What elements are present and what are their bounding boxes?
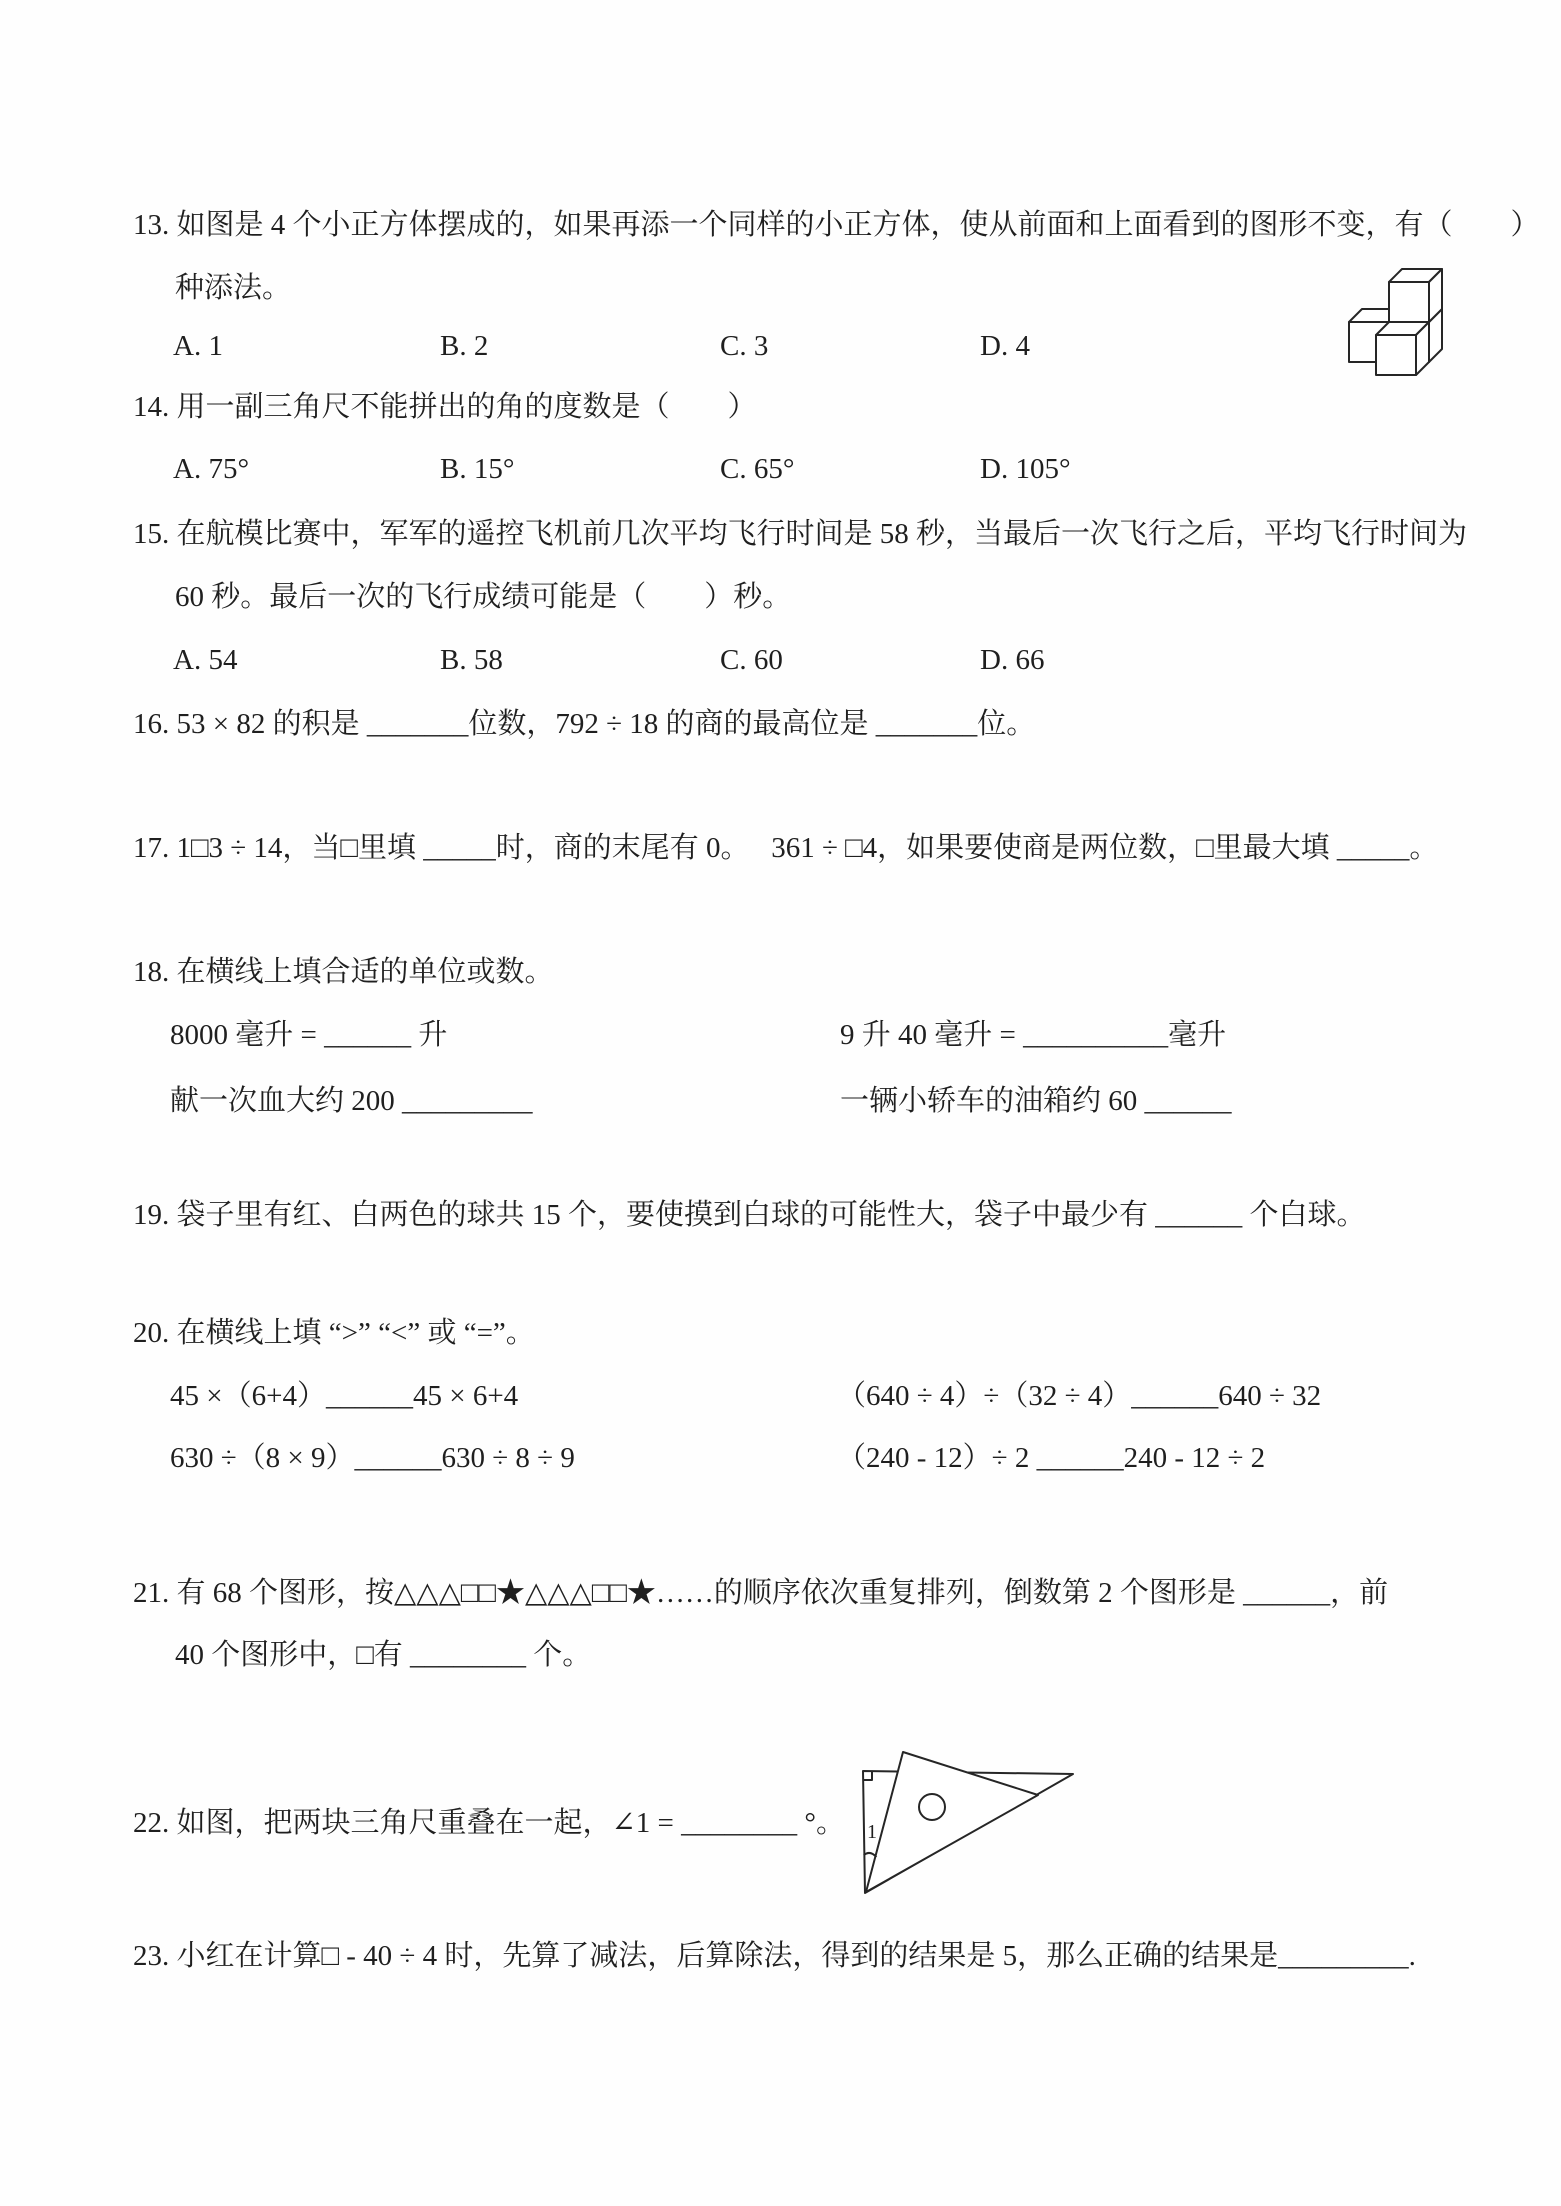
question-14-option-c: C. 65°	[720, 453, 795, 485]
question-22-line-1: 22. 如图，把两块三角尺重叠在一起，∠1 = ________ °。	[133, 1807, 846, 1839]
question-15-option-a: A. 54	[173, 644, 238, 676]
question-13-option-c: C. 3	[720, 330, 769, 362]
question-21-line-2: 40 个图形中，□有 ________ 个。	[175, 1639, 592, 1671]
question-19-line-1: 19. 袋子里有红、白两色的球共 15 个，要使摸到白球的可能性大，袋子中最少有 ______ 个白球。	[133, 1199, 1366, 1231]
question-21-line-1: 21. 有 68 个图形，按△△△□□★△△△□□★……的顺序依次重复排列，倒数第 2 个图形是 ______，前	[133, 1577, 1389, 1609]
question-18-row2-left: 献一次血大约 200 _________	[170, 1085, 533, 1117]
set-squares-figure	[850, 1733, 1090, 1903]
question-13-line-1: 13. 如图是 4 个小正方体摆成的，如果再添一个同样的小正方体，使从前面和上面看到的图形不变，有（ ）	[133, 209, 1540, 241]
question-20-row1-left: 45 ×（6+4）______45 × 6+4	[170, 1380, 519, 1412]
cube-front	[1376, 322, 1429, 375]
question-13-option-d: D. 4	[980, 330, 1030, 362]
question-17-line-1: 17. 1□3 ÷ 14，当□里填 _____时，商的末尾有 0。 361 ÷ □4，如果要使商是两位数，□里最大填 _____。	[133, 832, 1439, 864]
question-14-option-b: B. 15°	[440, 453, 515, 485]
cube-top	[1389, 269, 1442, 322]
question-18-row1-right: 9 升 40 毫升 = __________毫升	[840, 1019, 1227, 1051]
question-15-line-1: 15. 在航模比赛中，军军的遥控飞机前几次平均飞行时间是 58 秒，当最后一次飞行之后，平均飞行时间为	[133, 518, 1468, 550]
question-20-line-1: 20. 在横线上填 “>” “<” 或 “=”。	[133, 1317, 535, 1349]
question-15-line-2: 60 秒。最后一次的飞行成绩可能是（ ）秒。	[175, 581, 792, 613]
question-13-option-b: B. 2	[440, 330, 489, 362]
question-18-line-1: 18. 在横线上填合适的单位或数。	[133, 956, 554, 988]
question-15-option-b: B. 58	[440, 644, 503, 676]
angle-1-label: 1	[867, 1821, 877, 1843]
question-14-option-a: A. 75°	[173, 453, 250, 485]
question-15-option-d: D. 66	[980, 644, 1045, 676]
question-20-row2-right: （240 - 12）÷ 2 ______240 - 12 ÷ 2	[837, 1442, 1266, 1474]
four-cubes-figure	[1346, 266, 1446, 380]
question-23-line-1: 23. 小红在计算□ - 40 ÷ 4 时，先算了减法，后算除法，得到的结果是 5，那么正确的结果是_________.	[133, 1940, 1416, 1972]
question-13-option-a: A. 1	[173, 330, 223, 362]
question-16-line-1: 16. 53 × 82 的积是 _______位数，792 ÷ 18 的商的最高位是 _______位。	[133, 708, 1036, 740]
question-18-row2-right: 一辆小轿车的油箱约 60 ______	[840, 1085, 1232, 1117]
question-20-row1-right: （640 ÷ 4）÷（32 ÷ 4）______640 ÷ 32	[837, 1380, 1322, 1412]
question-15-option-c: C. 60	[720, 644, 783, 676]
question-18-row1-left: 8000 毫升 = ______ 升	[170, 1019, 448, 1051]
question-14-option-d: D. 105°	[980, 453, 1071, 485]
question-14-line-1: 14. 用一副三角尺不能拼出的角的度数是（ ）	[133, 391, 757, 423]
question-13-line-2: 种添法。	[175, 272, 292, 304]
question-20-row2-left: 630 ÷（8 × 9）______630 ÷ 8 ÷ 9	[170, 1442, 575, 1474]
